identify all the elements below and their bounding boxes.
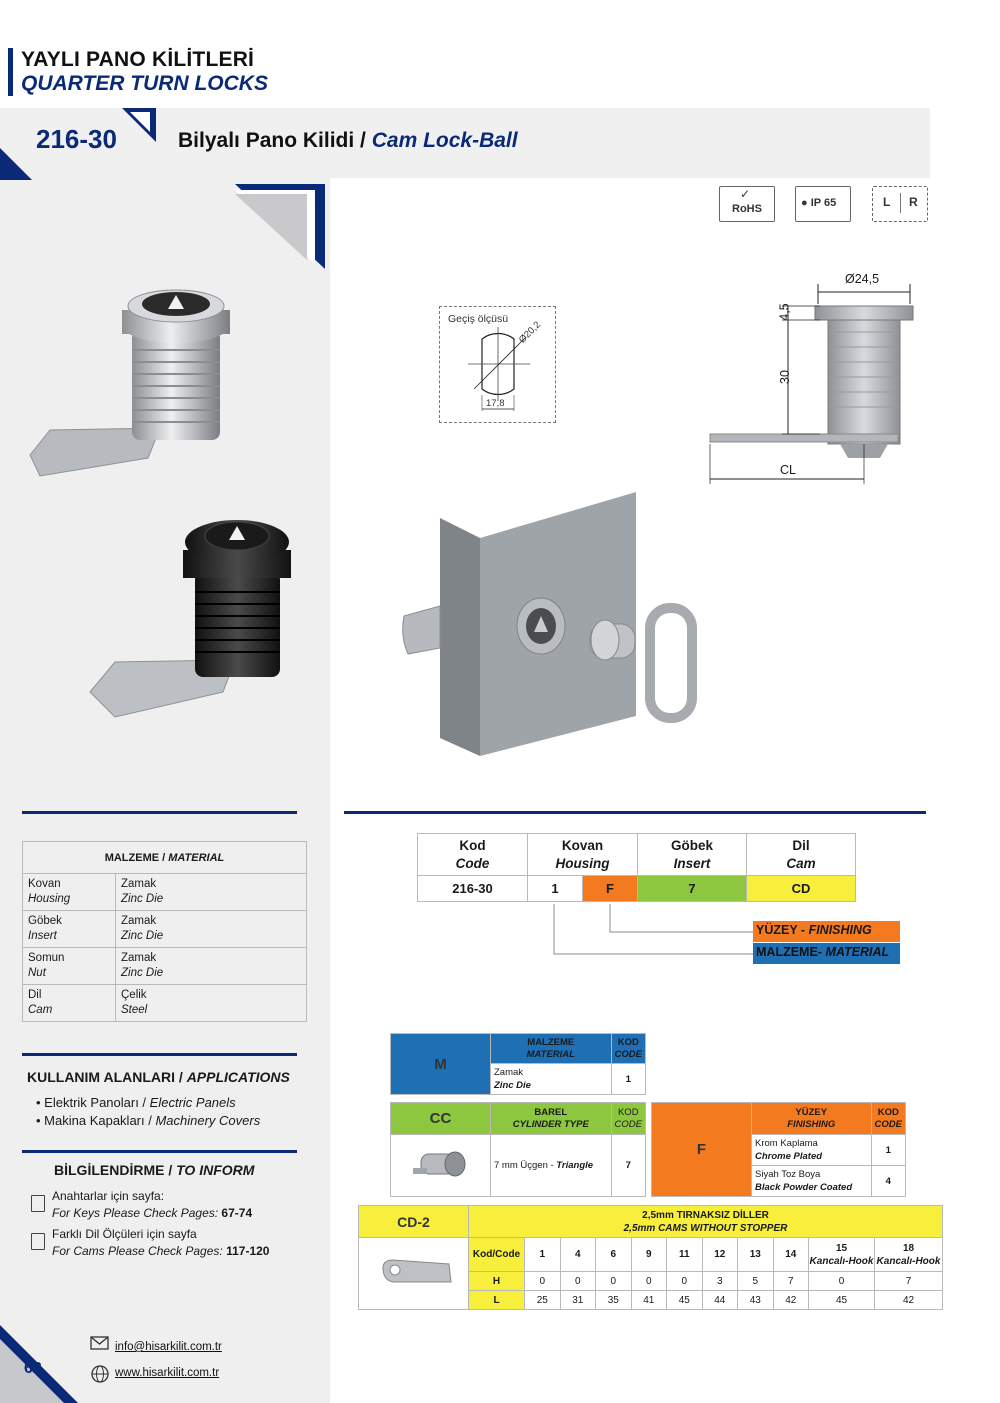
rohs-badge: [719, 186, 775, 222]
cam-column: 14: [773, 1238, 809, 1272]
option-material-row-code: 1: [611, 1064, 645, 1095]
cam-l-value: 42: [773, 1291, 809, 1310]
cam-l-value: 45: [667, 1291, 703, 1310]
globe-icon: [90, 1364, 110, 1384]
cam-h-value: 7: [875, 1272, 943, 1291]
option-finishing-key: F: [652, 1103, 752, 1197]
application-image: [400, 488, 710, 758]
application-tr: Elektrik Panoları /: [44, 1095, 147, 1110]
cam-column: 9: [631, 1238, 667, 1272]
option-cylinder-row-code: 7: [611, 1135, 645, 1197]
technical-drawing: [700, 272, 930, 492]
cam-column: 6: [596, 1238, 632, 1272]
page-title: [8, 48, 268, 96]
cylinder-image: [411, 1146, 471, 1182]
page-title-en: QUARTER TURN LOCKS: [21, 72, 268, 95]
lr-badge: [872, 186, 928, 222]
table-row: [23, 985, 307, 1022]
option-cylinder-key: CC: [391, 1103, 491, 1135]
part-tr: Kovan: [28, 878, 61, 890]
cam-column: 12: [702, 1238, 738, 1272]
product-code: 216-30: [36, 124, 117, 154]
hole-diameter-label: Ø20,2: [516, 319, 543, 346]
cam-h-value: 3: [702, 1272, 738, 1291]
material-header-en: MATERIAL: [168, 851, 225, 864]
inform-keys-pages: 67-74: [221, 1206, 253, 1220]
material-header-tr: MALZEME /: [104, 851, 166, 864]
part-en: Nut: [28, 967, 46, 979]
inform-item-keys: [52, 1188, 252, 1222]
option-material-row-en: Zinc Die: [494, 1080, 531, 1091]
material-label-en: MATERIAL: [825, 945, 890, 959]
option-finishing-header-tr: YÜZEY: [795, 1106, 828, 1118]
cam-length-label: CL: [780, 463, 796, 477]
finishing-row-code: 4: [871, 1166, 905, 1197]
option-material-header-en: MATERIAL: [526, 1048, 575, 1060]
code-header-tr: Kod: [459, 837, 486, 853]
material-en: Steel: [121, 1004, 148, 1016]
code-value: 216-30: [418, 876, 528, 902]
finishing-row-en: Chrome Plated: [755, 1151, 823, 1162]
cam-h-value: 0: [809, 1272, 875, 1291]
list-item: • Elektrik Panoları / Electric Panels: [36, 1095, 236, 1110]
section-rule: [22, 1150, 297, 1153]
cam-l-value: 43: [738, 1291, 774, 1310]
cam-column: 13: [738, 1238, 774, 1272]
product-name-tr: Bilyalı Pano Kilidi /: [178, 129, 366, 152]
cam-column: 11: [667, 1238, 703, 1272]
cam-column: 1: [525, 1238, 561, 1272]
cam-h-value: 0: [667, 1272, 703, 1291]
cam-h-value: 0: [525, 1272, 561, 1291]
code-table: [417, 833, 856, 902]
lr-divider: [900, 193, 901, 213]
finishing-label-tr: YÜZEY -: [756, 923, 806, 937]
table-row: [23, 874, 307, 911]
material-tr: Çelik: [121, 989, 147, 1001]
passage-drawing: [439, 306, 556, 423]
cam-h-value: 7: [773, 1272, 809, 1291]
product-name: [178, 129, 518, 153]
cam-header-tr: Dil: [792, 837, 810, 853]
option-material-header-tr: MALZEME: [527, 1036, 575, 1048]
cam-l-value: 31: [560, 1291, 596, 1310]
code-label-en: CODE: [614, 1118, 642, 1130]
material-table-header: [23, 842, 307, 874]
cam-column: 15: [835, 1242, 848, 1254]
cams-table: [358, 1205, 943, 1310]
material-tr: Zamak: [121, 952, 157, 964]
cam-value: CD: [747, 876, 856, 902]
applications-title: [27, 1069, 290, 1085]
finishing-row-tr: Siyah Toz Boya: [755, 1169, 821, 1180]
finishing-label-en: FINISHING: [808, 923, 872, 937]
table-row: [23, 948, 307, 985]
cylinder-image-cell: [391, 1135, 491, 1197]
finishing-label: [753, 921, 900, 942]
material-en: Zinc Die: [121, 893, 164, 905]
option-material-key: M: [391, 1034, 491, 1095]
code-label-en: CODE: [614, 1048, 642, 1060]
drop-icon: ●: [801, 197, 808, 209]
list-item: • Makina Kapakları / Machinery Covers: [36, 1113, 261, 1128]
option-finishing-header-en: FINISHING: [787, 1118, 836, 1130]
application-tr: Makina Kapakları /: [44, 1113, 152, 1128]
document-icon: [31, 1233, 45, 1250]
housing-header-tr: Kovan: [561, 837, 604, 853]
option-cylinder-table: [390, 1102, 646, 1197]
chrome-lock-image: [20, 280, 250, 480]
ip65-label: IP 65: [810, 197, 837, 209]
option-cylinder-row-en: Triangle: [556, 1160, 594, 1171]
option-cylinder-row-tr: 7 mm Üçgen -: [494, 1160, 554, 1171]
body-height-label: 30: [777, 370, 792, 384]
cams-code-label: Kod/Code: [469, 1238, 525, 1272]
housing-finish-value: F: [583, 876, 638, 902]
part-en: Housing: [28, 893, 71, 905]
application-en: Machinery Covers: [155, 1113, 261, 1128]
cam-l-value: 35: [596, 1291, 632, 1310]
part-tr: Somun: [28, 952, 65, 964]
part-tr: Göbek: [28, 915, 62, 927]
code-header-en: Code: [455, 855, 490, 871]
finishing-row-code: 1: [871, 1135, 905, 1166]
material-table: [22, 841, 307, 1022]
applications-title-en: APPLICATIONS: [186, 1069, 290, 1085]
cam-image: [369, 1252, 459, 1292]
part-en: Cam: [28, 1004, 53, 1016]
hook-label: Kancalı-Hook: [876, 1255, 941, 1267]
website-link[interactable]: www.hisarkilit.com.tr: [115, 1367, 220, 1379]
cam-h-value: 0: [596, 1272, 632, 1291]
code-label-tr: KOD: [617, 1106, 639, 1118]
inform-cams-en: For Cams Please Check Pages:: [52, 1244, 223, 1258]
inform-cams-tr: Farklı Dil Ölçüleri için sayfa: [52, 1227, 197, 1241]
cam-column: 4: [560, 1238, 596, 1272]
option-cylinder-header-en: CYLINDER TYPE: [512, 1118, 589, 1130]
inform-keys-tr: Anahtarlar için sayfa:: [52, 1189, 165, 1203]
cam-image-cell: [359, 1238, 469, 1310]
code-connector-lines: [550, 904, 756, 956]
check-icon: ✓: [740, 187, 751, 201]
inform-title: [54, 1162, 254, 1178]
part-tr: Dil: [28, 989, 42, 1001]
decor-triangle-icon: [235, 184, 335, 274]
section-rule: [344, 811, 926, 814]
material-label: [753, 943, 900, 964]
hole-width-label: 17,8: [486, 398, 505, 409]
page-title-tr: YAYLI PANO KİLİTLERİ: [21, 48, 255, 71]
cam-h-value: 5: [738, 1272, 774, 1291]
finishing-row-en: Black Powder Coated: [755, 1182, 853, 1193]
material-tr: Zamak: [121, 915, 157, 927]
inform-title-tr: BİLGİLENDİRME /: [54, 1162, 173, 1178]
cam-l-value: 41: [631, 1291, 667, 1310]
application-en: Electric Panels: [149, 1095, 236, 1110]
material-en: Zinc Die: [121, 967, 164, 979]
cam-header-en: Cam: [786, 855, 816, 871]
option-material-table: [390, 1033, 646, 1095]
row-l-label: L: [469, 1291, 525, 1310]
cam-l-value: 42: [875, 1291, 943, 1310]
option-cylinder-header-tr: BAREL: [534, 1106, 568, 1118]
cams-title-tr: 2,5mm TIRNAKSIZ DİLLER: [642, 1209, 769, 1221]
applications-title-tr: KULLANIM ALANLARI /: [27, 1069, 183, 1085]
document-icon: [31, 1195, 45, 1212]
insert-value: 7: [638, 876, 747, 902]
table-row: [391, 1135, 646, 1197]
cam-h-value: 0: [560, 1272, 596, 1291]
insert-header-tr: Göbek: [670, 837, 713, 853]
insert-header-en: Insert: [673, 855, 711, 871]
left-label: L: [883, 195, 891, 209]
finishing-row-tr: Krom Kaplama: [755, 1138, 818, 1149]
email-icon: [90, 1334, 110, 1352]
section-rule: [22, 1053, 297, 1056]
head-height-label: 4,5: [777, 303, 792, 321]
cam-l-value: 44: [702, 1291, 738, 1310]
applications-list: [36, 1094, 260, 1130]
option-material-row-tr: Zamak: [494, 1067, 524, 1078]
inform-title-en: TO INFORM: [176, 1162, 255, 1178]
cam-l-value: 25: [525, 1291, 561, 1310]
hook-label: Kancalı-Hook: [809, 1255, 874, 1267]
housing-material-value: 1: [528, 876, 583, 902]
cam-column: 18: [902, 1242, 915, 1254]
passage-label: Geçiş ölçüsü: [448, 313, 509, 325]
code-label-en: CODE: [874, 1118, 902, 1130]
option-finishing-table: [651, 1102, 906, 1197]
material-en: Zinc Die: [121, 930, 164, 942]
page-number: 62: [24, 1360, 42, 1377]
inform-item-cams: [52, 1226, 269, 1260]
cams-title-en: 2,5mm CAMS WITHOUT STOPPER: [623, 1222, 788, 1234]
cam-h-value: 0: [631, 1272, 667, 1291]
material-tr: Zamak: [121, 878, 157, 890]
rohs-label: RoHS: [732, 203, 762, 215]
code-label-tr: KOD: [617, 1036, 639, 1048]
product-name-en: Cam Lock-Ball: [371, 129, 518, 152]
table-row: [418, 876, 856, 902]
part-en: Insert: [28, 930, 57, 942]
table-row: [23, 911, 307, 948]
head-diameter-label: Ø24,5: [845, 272, 880, 286]
right-label: R: [909, 195, 918, 209]
cam-l-value: 45: [809, 1291, 875, 1310]
cams-key: CD-2: [359, 1206, 469, 1238]
email-link[interactable]: info@hisarkilit.com.tr: [115, 1341, 222, 1353]
ip65-badge: [795, 186, 851, 222]
code-label-tr: KOD: [877, 1106, 899, 1118]
black-lock-image: [85, 512, 315, 722]
housing-header-en: Housing: [555, 855, 610, 871]
section-rule: [22, 811, 297, 814]
inform-cams-pages: 117-120: [226, 1244, 270, 1258]
inform-keys-en: For Keys Please Check Pages:: [52, 1206, 219, 1220]
row-h-label: H: [469, 1272, 525, 1291]
material-label-tr: MALZEME-: [756, 945, 822, 959]
